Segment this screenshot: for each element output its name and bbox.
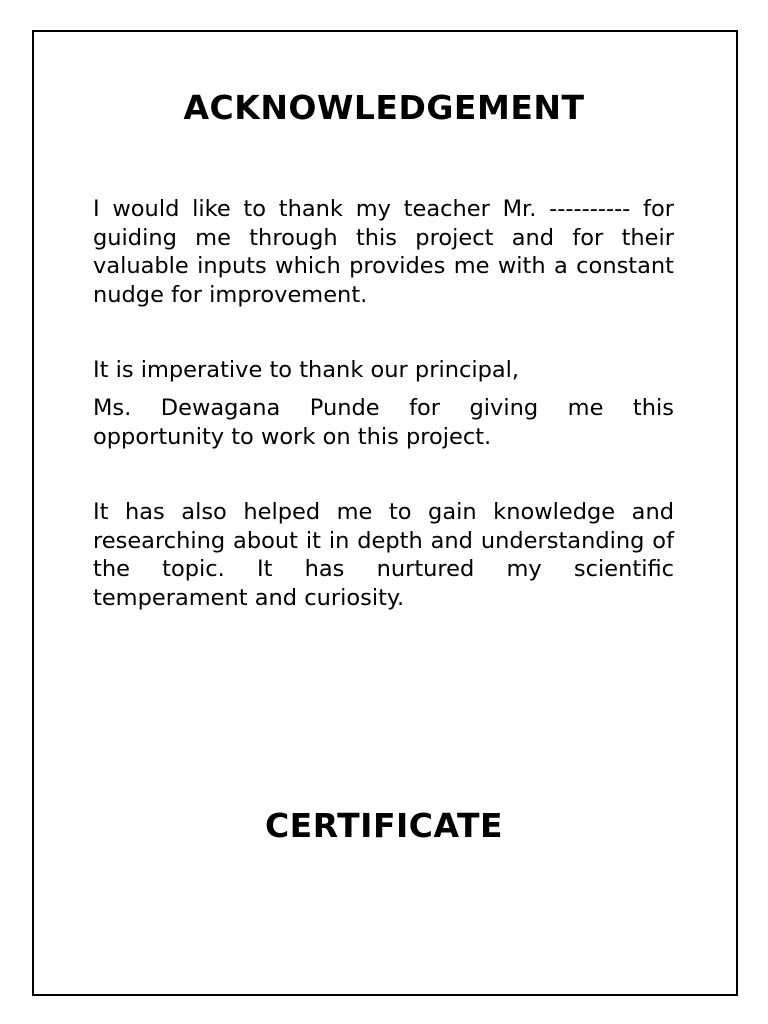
knowledge-paragraph: It has also helped me to gain knowledge and researching about it in depth and understanding of the topic. It has nurtured my scientific temperament and curiosity. [93, 499, 674, 611]
thanks-teacher-paragraph: I would like to thank my teacher Mr. ---------- for guiding me through this project and for their valuable inputs which provides me with a constant nudge for improvement. [93, 196, 674, 308]
certificate-title: CERTIFICATE [264, 806, 504, 845]
thanks-principal-line: It is imperative to thank our principal, [93, 357, 520, 383]
principal-name-paragraph: Ms. Dewagana Punde for giving me this opportunity to work on this project. [93, 395, 674, 450]
acknowledgement-title: ACKNOWLEDGEMENT [183, 88, 585, 127]
